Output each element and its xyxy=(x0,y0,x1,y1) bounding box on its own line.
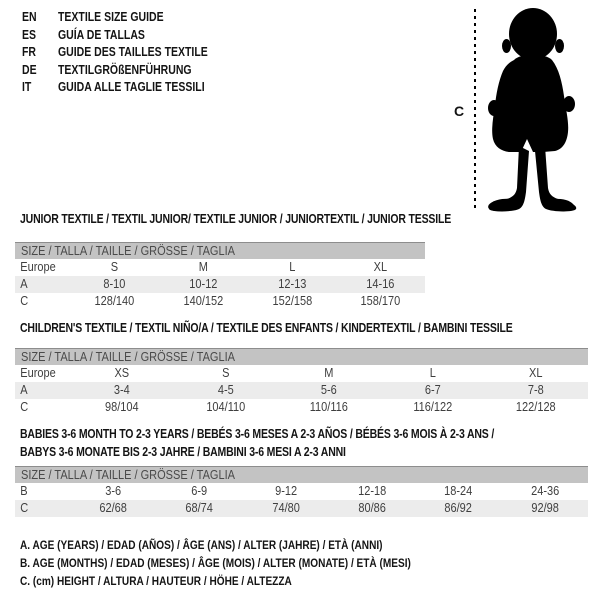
months-cell: 9-12 xyxy=(274,484,297,498)
babies-section-title-line2: BABYS 3-6 MONATE BIS 2-3 JAHRE / BAMBINI 3-6 MESI A 2-3 ANNI xyxy=(20,445,346,459)
guide-title-it: GUIDA ALLE TAGLIE TESSILI xyxy=(58,80,205,94)
row-label: C xyxy=(20,501,29,515)
language-title-list xyxy=(22,9,236,97)
height-cell: 62/68 xyxy=(99,501,127,515)
size-header-label: SIZE / TALLA / TAILLE / GRÖSSE / TAGLIA xyxy=(21,244,235,258)
babies-size-table xyxy=(15,466,588,517)
guide-title-en: TEXTILE SIZE GUIDE xyxy=(58,10,164,24)
junior-size-table xyxy=(15,242,425,310)
guide-title-de: TEXTILGRÖßENFÜHRUNG xyxy=(58,62,192,77)
junior-row-europe xyxy=(15,259,425,276)
language-row-fr xyxy=(22,44,236,62)
age-cell: 7-8 xyxy=(528,383,545,397)
size-cell: XS xyxy=(114,366,130,380)
height-cell: 152/158 xyxy=(271,294,312,308)
height-cell: 110/116 xyxy=(309,400,349,414)
height-cell: 104/110 xyxy=(205,400,245,414)
height-cell: 158/170 xyxy=(360,294,401,308)
junior-section-title: JUNIOR TEXTILE / TEXTIL JUNIOR/ TEXTILE JUNIOR / JUNIORTEXTIL / JUNIOR TESSILE xyxy=(20,212,452,226)
baby-silhouette xyxy=(483,6,579,212)
size-header-label: SIZE / TALLA / TAILLE / GRÖSSE / TAGLIA xyxy=(21,468,235,482)
legend-footnotes xyxy=(20,536,485,590)
height-cell: 98/104 xyxy=(104,400,139,414)
age-cell: 14-16 xyxy=(366,277,395,291)
babies-size-header-row xyxy=(15,466,588,483)
height-cell: 116/122 xyxy=(413,400,453,414)
age-cell: 12-13 xyxy=(277,277,306,291)
footnote-age-years: A. AGE (YEARS) / EDAD (AÑOS) / ÂGE (ANS) / ALTER (JAHRE) / ETÀ (ANNI) xyxy=(20,538,383,552)
children-size-table xyxy=(15,348,588,416)
language-row-de xyxy=(22,62,236,80)
height-cell: 74/80 xyxy=(272,501,300,515)
height-cell: 86/92 xyxy=(444,501,473,515)
height-cell: 128/140 xyxy=(94,294,135,308)
babies-row-height xyxy=(15,500,588,517)
babies-section-title-line1: BABIES 3-6 MONTH TO 2-3 YEARS / BEBÉS 3-6 MESES A 2-3 AÑOS / BÉBÉS 3-6 MOIS À 2-3 ANS / xyxy=(20,427,495,441)
size-cell: XL xyxy=(373,260,388,274)
children-section-title: CHILDREN'S TEXTILE / TEXTIL NIÑO/A / TEXTILE DES ENFANTS / KINDERTEXTIL / BAMBINI TESSILE xyxy=(20,321,513,335)
language-code: IT xyxy=(22,80,32,94)
size-cell: XL xyxy=(529,366,543,380)
language-code: ES xyxy=(22,27,37,42)
age-cell: 8-10 xyxy=(103,277,126,291)
size-cell: S xyxy=(110,260,119,274)
language-code: FR xyxy=(22,45,37,59)
height-measure-label: C xyxy=(454,103,465,119)
size-cell: M xyxy=(198,260,208,274)
height-cell: 140/152 xyxy=(183,294,224,308)
row-label: A xyxy=(20,277,28,291)
row-label: Europe xyxy=(20,260,56,274)
row-label: C xyxy=(20,294,29,308)
footnote-age-months: B. AGE (MONTHS) / EDAD (MESES) / ÂGE (MOIS) / ALTER (MONATE) / ETÀ (MESI) xyxy=(20,556,411,570)
children-row-europe xyxy=(15,365,588,382)
age-cell: 5-6 xyxy=(321,383,337,397)
age-cell: 6-7 xyxy=(424,383,441,397)
row-label: B xyxy=(20,484,28,498)
language-code: DE xyxy=(22,62,37,77)
language-row-en xyxy=(22,9,236,27)
junior-size-header-row xyxy=(15,242,425,259)
size-cell: M xyxy=(324,366,334,380)
height-measure-dashed-line xyxy=(474,9,476,211)
guide-title-es: GUÍA DE TALLAS xyxy=(58,27,145,42)
language-code: EN xyxy=(22,10,37,24)
language-row-es xyxy=(22,27,236,45)
footnote-height-cm: C. (cm) HEIGHT / ALTURA / HAUTEUR / HÖHE / ALTEZZA xyxy=(20,574,292,588)
row-label: Europe xyxy=(20,366,56,380)
row-label: A xyxy=(20,383,28,397)
children-row-height xyxy=(15,399,588,416)
size-cell: L xyxy=(288,260,295,274)
height-cell: 68/74 xyxy=(185,501,214,515)
height-cell: 122/128 xyxy=(516,400,557,414)
size-cell: S xyxy=(221,366,230,380)
size-header-label: SIZE / TALLA / TAILLE / GRÖSSE / TAGLIA xyxy=(21,350,235,364)
months-cell: 12-18 xyxy=(358,484,387,498)
months-cell: 6-9 xyxy=(191,484,208,498)
language-row-it xyxy=(22,79,236,97)
months-cell: 18-24 xyxy=(444,484,473,498)
junior-row-age xyxy=(15,276,425,293)
children-row-age xyxy=(15,382,588,399)
age-cell: 10-12 xyxy=(189,277,218,291)
age-cell: 4-5 xyxy=(217,383,234,397)
height-cell: 92/98 xyxy=(531,501,559,515)
months-cell: 24-36 xyxy=(530,484,559,498)
guide-title-fr: GUIDE DES TAILLES TEXTILE xyxy=(58,45,208,59)
height-cell: 80/86 xyxy=(358,501,386,515)
children-size-header-row xyxy=(15,348,588,365)
size-cell: L xyxy=(429,366,436,380)
age-cell: 3-4 xyxy=(113,383,130,397)
months-cell: 3-6 xyxy=(105,484,122,498)
row-label: C xyxy=(20,400,29,414)
babies-row-months xyxy=(15,483,588,500)
junior-row-height xyxy=(15,293,425,310)
